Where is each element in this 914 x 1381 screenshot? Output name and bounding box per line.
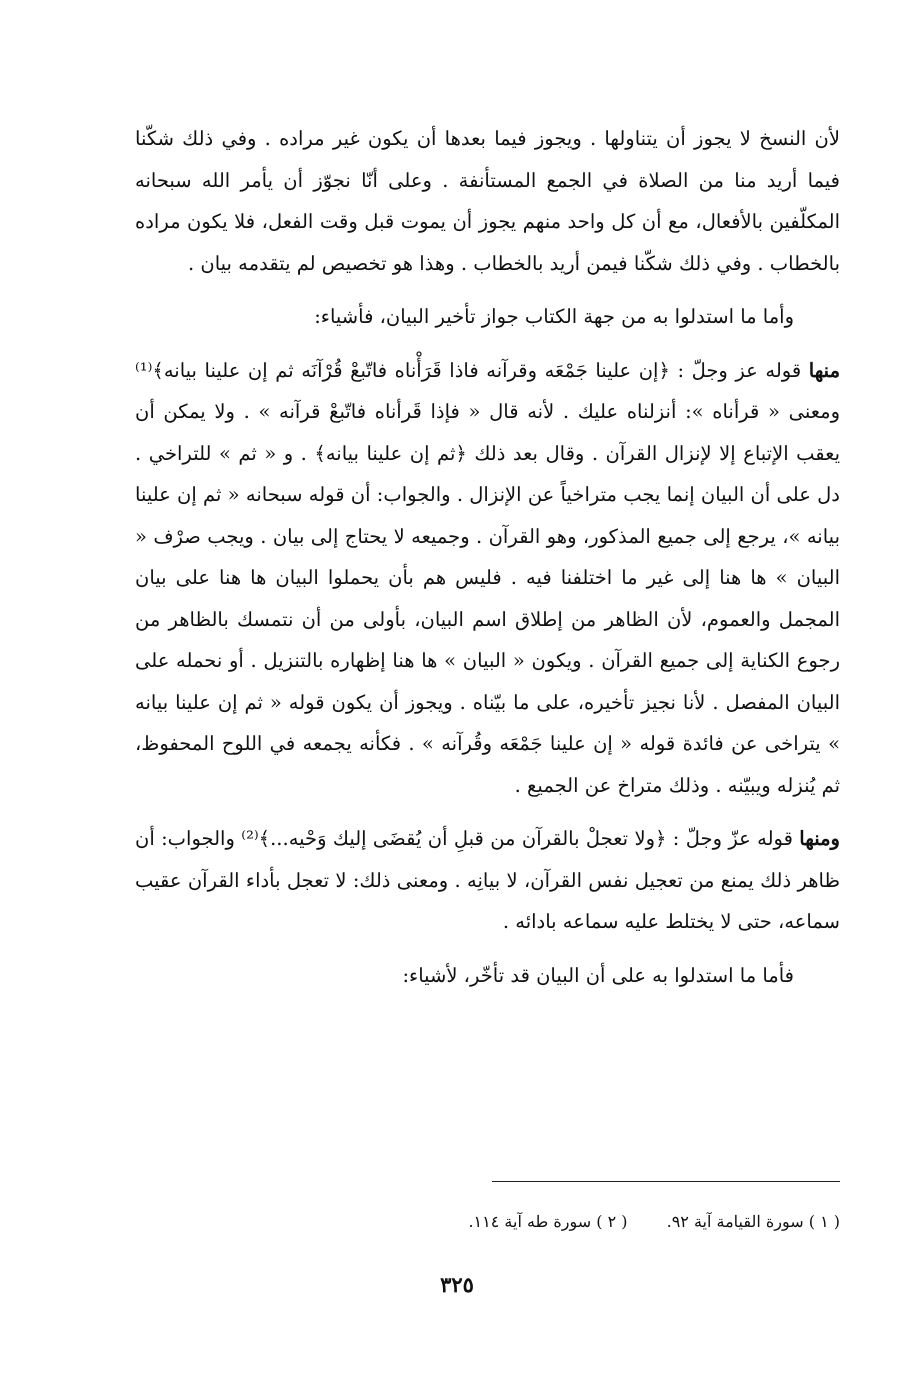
paragraph-3-lead: منها: [808, 358, 841, 382]
paragraph-5: فأما ما استدلوا به على أن البيان قد تأخّر، لأشياء:: [402, 963, 794, 987]
paragraph-3-body: قوله عز وجلّ : ﴿إن علينا جَمْعَه وقرآنه فاذا قَرَأْناه فاتّبعْ قُرْآنَه ثم إن علينا بيانه﴾⁽¹⁾ ومعنى « قرأناه »: أنزلناه عليك . لأنه قال « فإذا قَرأناه فاتّبعْ قرآنه » . ولا يمكن أن يعقب الإتباع إلا لإنزال القرآن . وقال بعد ذلك ﴿ثم إن علينا بيانه﴾ . و « ثم » للتراخي . دل على أن البيان إنما يجب متراخياً عن الإنزال . والجواب: أن قوله سبحانه « ثم إن علينا بيانه »، يرجع إلى جميع المذكور، وهو القرآن . وجميعه لا يحتاج إلى بيان . ويجب صرْف « البيان » ها هنا إلى غير ما اختلفنا فيه . فليس هم بأن يحملوا البيان ها هنا على بيان المجمل والعموم، لأن الظاهر من إطلاق اسم البيان، بأولى من أن نتمسك بالظاهر من رجوع الكناية إلى جميع القرآن . ويكون « البيان » ها هنا إظهاره بالتنزيل . أو نحمله على البيان المفصل . لأنا نجيز تأخيره، على ما بيّناه . ويجوز أن يكون قوله « ثم إن علينا بيانه » يتراخى عن فائدة قوله « إن علينا جَمْعَه وقُرآنه » . فكأنه يجمعه في اللوح المحفوظ، ثم يُنزله ويبيّنه . وذلك متراخ عن الجميع .: [135, 358, 840, 797]
main-text: [135, 118, 840, 996]
paragraph-4-body: قوله عزّ وجلّ : ﴿ولا تعجلْ بالقرآن من قبلِ أن يُقضَى إليك وَحْيه...﴾⁽²⁾ والجواب: أن ظاهر ذلك يمنع من تعجيل نفس القرآن، لا بيانِه . ومعنى ذلك: لا تعجل بأداء القرآن عقيب سماعه، حتى لا يختلط عليه سماعه بادائه .: [135, 827, 840, 933]
footnote-2: ( ٢ ) سورة طه آية ١١٤.: [468, 1212, 628, 1231]
footnotes: [135, 1208, 840, 1236]
page-number: ٣٢٥: [440, 1272, 474, 1297]
paragraph-3: [135, 350, 840, 807]
paragraph-4-lead: ومنها: [799, 827, 840, 850]
paragraph-1: لأن النسخ لا يجوز أن يتناولها . ويجوز فيما بعدها أن يكون غير مراده . وفي ذلك شكّنا فيما أريد منا من الصلاة في الجمع المستأنفة . وعلى أنّا نجوّز أن يأمر الله سبحانه المكلّفين بالأفعال، مع أن كل واحد منهم يجوز أن يموت قبل وقت الفعل، فلا يكون مراده بالخطاب . وفي ذلك شكّنا فيمن أريد بالخطاب . وهذا هو تخصيص لم يتقدمه بيان .: [135, 127, 840, 275]
footnote-1: ( ١ ) سورة القيامة آية ٩٢.: [666, 1212, 840, 1231]
paragraph-2: وأما ما استدلوا به من جهة الكتاب جواز تأخير البيان، فأشياء:: [314, 305, 794, 328]
footnote-divider: [492, 1181, 840, 1182]
paragraph-4: [135, 818, 840, 943]
